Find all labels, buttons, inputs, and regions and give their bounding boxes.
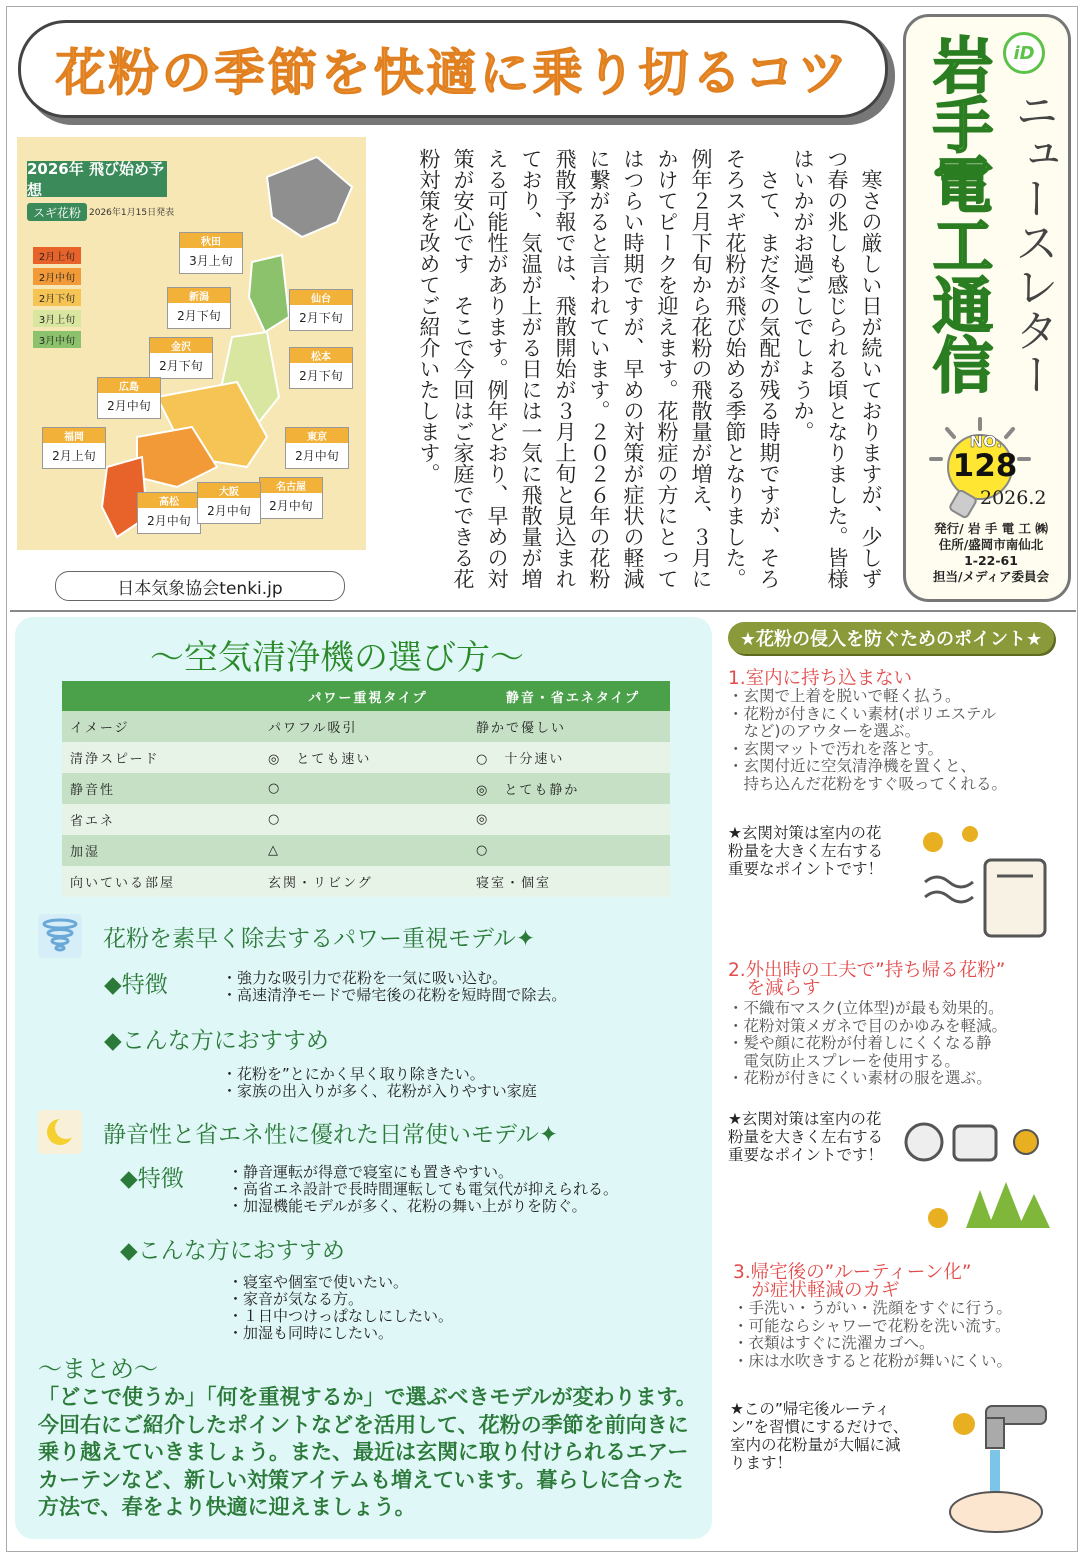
point2-heading — [728, 962, 1005, 998]
map-city-label — [289, 347, 353, 389]
table-cell: 寝室・個室 — [468, 866, 670, 897]
table-row-label: 静音性 — [62, 773, 260, 804]
table-body — [62, 711, 670, 897]
list-item: ・玄関で上着を脱いで軽く払う。 — [728, 687, 961, 705]
map-legend — [33, 247, 81, 352]
list-item: ・手洗い・うがい・洗顔をすぐに行う。 — [733, 1299, 1013, 1317]
table-header-quiet: 静音・省エネタイプ — [468, 681, 670, 711]
point3-heading-line2: が症状軽減のカギ — [733, 1280, 900, 1301]
power-model-heading-text: 花粉を素早く除去するパワー重視モデル — [103, 926, 516, 952]
city-name: 高松 — [138, 493, 200, 508]
map-city-label — [289, 289, 353, 331]
map-city-label — [149, 337, 213, 379]
city-period: 3月上旬 — [189, 254, 233, 268]
list-item: ・静音運転が得意で寝室にも置きやすい。 — [228, 1163, 514, 1181]
list-item: など)のアウターを選ぶ。 — [728, 722, 921, 740]
city-period: 2月中旬 — [207, 504, 251, 518]
table-cell: ○ — [260, 804, 468, 835]
comparison-table — [62, 681, 670, 897]
legend-item: 2月中旬 — [33, 268, 81, 285]
table-row-label: 省エネ — [62, 804, 260, 835]
title-banner — [18, 20, 888, 118]
article-paragraph-2: さて、まだ冬の気配が残る時期ですが、そろそろスギ花粉が飛び始める季節となりました。例年２月下旬から花粉の飛散量が増え、３月にかけてピークを迎えます。花粉症の方にとってはつらい時期ですが、早めの対策が症状の軽減に繋がると言われています。２０２６年の花粉飛散予報では、飛散開始が３月上旬と見込まれており、気温が上がる日には一気に飛散量が増える可能性があります。例年どおり、早めの対策が安心です そこで今回はご家庭でできる花粉対策を改めてご紹介いたします。 — [417, 148, 781, 589]
city-period: 2月下旬 — [299, 369, 343, 383]
table-row — [62, 742, 670, 773]
table-cell: パワフル吸引 — [260, 711, 468, 742]
city-name: 金沢 — [150, 338, 212, 353]
table-cell: 静かで優しい — [468, 711, 670, 742]
table-header-blank — [62, 681, 260, 711]
quiet-model-heading — [103, 1116, 558, 1149]
city-name: 名古屋 — [260, 478, 322, 493]
faucet-handwash-icon — [930, 1398, 1062, 1538]
city-period: 2月中旬 — [295, 449, 339, 463]
map-city-label — [285, 427, 349, 469]
mask-goggles-trees-icon — [902, 1110, 1062, 1240]
table-cell: 玄関・リビング — [260, 866, 468, 897]
moon-icon — [38, 1110, 82, 1154]
city-name: 新潟 — [168, 288, 230, 303]
section-divider — [10, 610, 1076, 612]
map-city-label — [137, 492, 201, 534]
table-row-label: イメージ — [62, 711, 260, 742]
map-announce: 2026年1月15日発表 — [89, 208, 175, 218]
list-item: 持ち込んだ花粉をすぐ吸ってくれる。 — [728, 774, 1008, 793]
city-name: 大阪 — [198, 483, 260, 498]
list-item: ・床は水吹きすると花粉が舞いにくい。 — [733, 1351, 1013, 1370]
points-banner: ★花粉の侵入を防ぐためのポイント★ — [728, 622, 1054, 654]
publisher: 発行/ 岩 手 電 工 ㈱ — [934, 521, 1048, 536]
point3-heading-line1: 3.帰宅後の”ルーティーン化” — [733, 1262, 972, 1283]
table-cell: ◎ とても静か — [468, 773, 670, 804]
legend-item: 2月下旬 — [33, 289, 81, 306]
map-city-label — [259, 477, 323, 519]
table-row-label: 向いている部屋 — [62, 866, 260, 897]
table-row — [62, 773, 670, 804]
city-period: 2月下旬 — [177, 309, 221, 323]
table-row — [62, 866, 670, 897]
table-row — [62, 804, 670, 835]
table-row — [62, 711, 670, 742]
sparkle-icon: ✦ — [515, 926, 536, 952]
contact: 担当/メディア委員会 — [932, 569, 1050, 584]
map-city-label — [97, 377, 161, 419]
city-name: 秋田 — [180, 233, 242, 248]
table-cell: △ — [260, 835, 468, 866]
list-item: ・花粉対策メガネで目のかゆみを軽減。 — [728, 1016, 1008, 1035]
point2-heading-line2: を減らす — [728, 978, 821, 999]
issue-label: NO. — [969, 432, 1003, 451]
table-header-power: パワー重視タイプ — [260, 681, 468, 711]
newsletter-name: 岩手電工通信 — [923, 34, 993, 394]
summary-text: 「どこで使うか」「何を重視するか」で選ぶべきモデルが変わります。今回右にご紹介したポイントなどを活用して、花粉の季節を前向きに乗り越えていきましょう。また、最近は玄関に取り付けられるエアーカーテンなど、新しい対策アイテムも増えています。暮らしに合った方法で、春をより快適に迎えましょう。 — [38, 1385, 697, 1519]
table-cell: ○ — [468, 835, 670, 866]
city-period: 2月上旬 — [52, 449, 96, 463]
list-item: ・花粉が付きにくい素材の服を選ぶ。 — [728, 1069, 992, 1087]
point2-heading-line1: 2.外出時の工夫で”持ち帰る花粉” — [728, 960, 1006, 981]
city-name: 仙台 — [290, 290, 352, 305]
map-badge: スギ花粉 — [27, 203, 87, 221]
tornado-icon — [38, 914, 82, 958]
table-cell: ◎ — [468, 804, 670, 835]
list-item: ・寝室や個室で使いたい。 — [228, 1273, 409, 1291]
page-title: 花粉の季節を快適に乗り切るコツ — [55, 44, 851, 102]
city-period: 2月下旬 — [299, 311, 343, 325]
map-city-label — [167, 287, 231, 329]
quiet-recommend-label: ◆こんな方におすすめ — [120, 1238, 345, 1264]
list-item: ・加湿機能モデルが多く、花粉の舞い上がりを防ぐ。 — [228, 1197, 587, 1215]
list-item: ・髪や顔に花粉が付着しにくくなる静 — [728, 1034, 992, 1052]
company-logo: iD — [1003, 32, 1045, 74]
quiet-feature-list — [228, 1164, 618, 1215]
list-item: ・玄関付近に空気清浄機を置くと、 — [728, 757, 977, 775]
list-item: ・花粉が付きにくい素材(ポリエステル — [728, 704, 997, 723]
power-model-heading — [103, 920, 535, 953]
sparkle-icon: ✦ — [538, 1122, 559, 1148]
quiet-feature-label: ◆特徴 — [120, 1166, 184, 1192]
list-item: ・高速清浄モードで帰宅後の花粉を短時間で除去。 — [222, 986, 567, 1004]
city-period: 2月中旬 — [269, 499, 313, 513]
list-item: ・玄関マットで汚れを落とす。 — [728, 739, 944, 758]
point1-list — [728, 688, 1068, 793]
purifier-heading: ～空気清浄機の選び方～ — [150, 638, 524, 678]
city-period: 2月中旬 — [107, 399, 151, 413]
list-item: ・不織布マスク(立体型)が最も効果的。 — [728, 999, 1004, 1017]
publisher-info — [916, 521, 1066, 585]
table-cell: ◎ とても速い — [260, 742, 468, 773]
city-name: 広島 — [98, 378, 160, 393]
point3-list — [733, 1300, 1073, 1370]
table-row-label: 清浄スピード — [62, 742, 260, 773]
table-cell: ○ 十分速い — [468, 742, 670, 773]
intro-article — [380, 148, 888, 608]
point3-heading — [733, 1264, 971, 1300]
map-city-label — [197, 482, 261, 524]
map-city-label — [179, 232, 243, 274]
point2-list — [728, 1000, 1068, 1088]
table-header-row — [62, 681, 670, 711]
legend-item: 3月上旬 — [33, 310, 81, 327]
power-feature-label: ◆特徴 — [104, 972, 168, 998]
quiet-model-heading-text: 静音性と省エネ性に優れた日常使いモデル — [103, 1122, 539, 1148]
city-name: 福岡 — [43, 428, 105, 443]
list-item: ・花粉を”とにかく早く取り除きたい。 — [222, 1065, 485, 1083]
quiet-recommend-list — [228, 1274, 453, 1342]
map-title: 2026年 飛び始め予想 — [27, 161, 167, 197]
list-item: ・家音が気なる方。 — [228, 1290, 364, 1308]
table-cell: ○ — [260, 773, 468, 804]
issue-number: 128 — [952, 448, 1018, 484]
summary-heading: ～まとめ～ — [38, 1355, 158, 1383]
list-item: ・家族の出入りが多く、花粉が入りやすい家庭 — [222, 1082, 537, 1100]
air-purifier-icon — [915, 822, 1055, 940]
list-item: ・可能ならシャワーで花粉を洗い流す。 — [733, 1316, 1011, 1335]
issue-date: 2026.2 — [980, 487, 1047, 509]
address-line2: 1-22-61 — [964, 553, 1018, 568]
city-period: 2月下旬 — [159, 359, 203, 373]
power-recommend-label: ◆こんな方におすすめ — [104, 1028, 329, 1054]
point1-heading: 1.室内に持ち込まない — [728, 668, 913, 689]
legend-item: 3月中旬 — [33, 331, 81, 348]
address-line1: 住所/盛岡市南仙北 — [938, 537, 1044, 552]
map-credit: 日本気象協会tenki.jp — [55, 571, 345, 601]
city-name: 松本 — [290, 348, 352, 363]
list-item: ・１日中つけっぱなしにしたい。 — [228, 1307, 454, 1325]
table-row — [62, 835, 670, 866]
pollen-map — [17, 137, 366, 550]
list-item: ・衣類はすぐに洗濯カゴへ。 — [733, 1334, 935, 1352]
point1-note: ★玄関対策は室内の花粉量を大きく左右する重要なポイントです！ — [728, 824, 884, 878]
article-paragraph-1: 寒さの厳しい日が続いておりますが、少しずつ春の兆しも感じられる頃となりました。皆様はいかがお過ごしでしょうか。 — [791, 148, 883, 589]
point3-note: ★この”帰宅後ルーティン”を習慣にするだけで、室内の花粉量が大幅に減ります！ — [730, 1400, 909, 1472]
legend-item: 2月上旬 — [33, 247, 81, 264]
point2-note: ★玄関対策は室内の花粉量を大きく左右する重要なポイントです！ — [728, 1110, 884, 1164]
power-recommend-list — [222, 1066, 537, 1100]
list-item: ・加湿も同時にしたい。 — [228, 1324, 394, 1342]
table-row-label: 加湿 — [62, 835, 260, 866]
list-item: ・強力な吸引力で花粉を一気に吸い込む。 — [222, 969, 508, 987]
city-name: 東京 — [286, 428, 348, 443]
power-feature-list — [222, 970, 566, 1004]
newsletter-series: ニュースレター — [1007, 88, 1058, 396]
map-city-label — [42, 427, 106, 469]
city-period: 2月中旬 — [147, 514, 191, 528]
list-item: ・高省エネ設計で長時間運転しても電気代が抑えられる。 — [228, 1180, 619, 1198]
list-item: 電気防止スプレーを使用する。 — [728, 1051, 960, 1070]
